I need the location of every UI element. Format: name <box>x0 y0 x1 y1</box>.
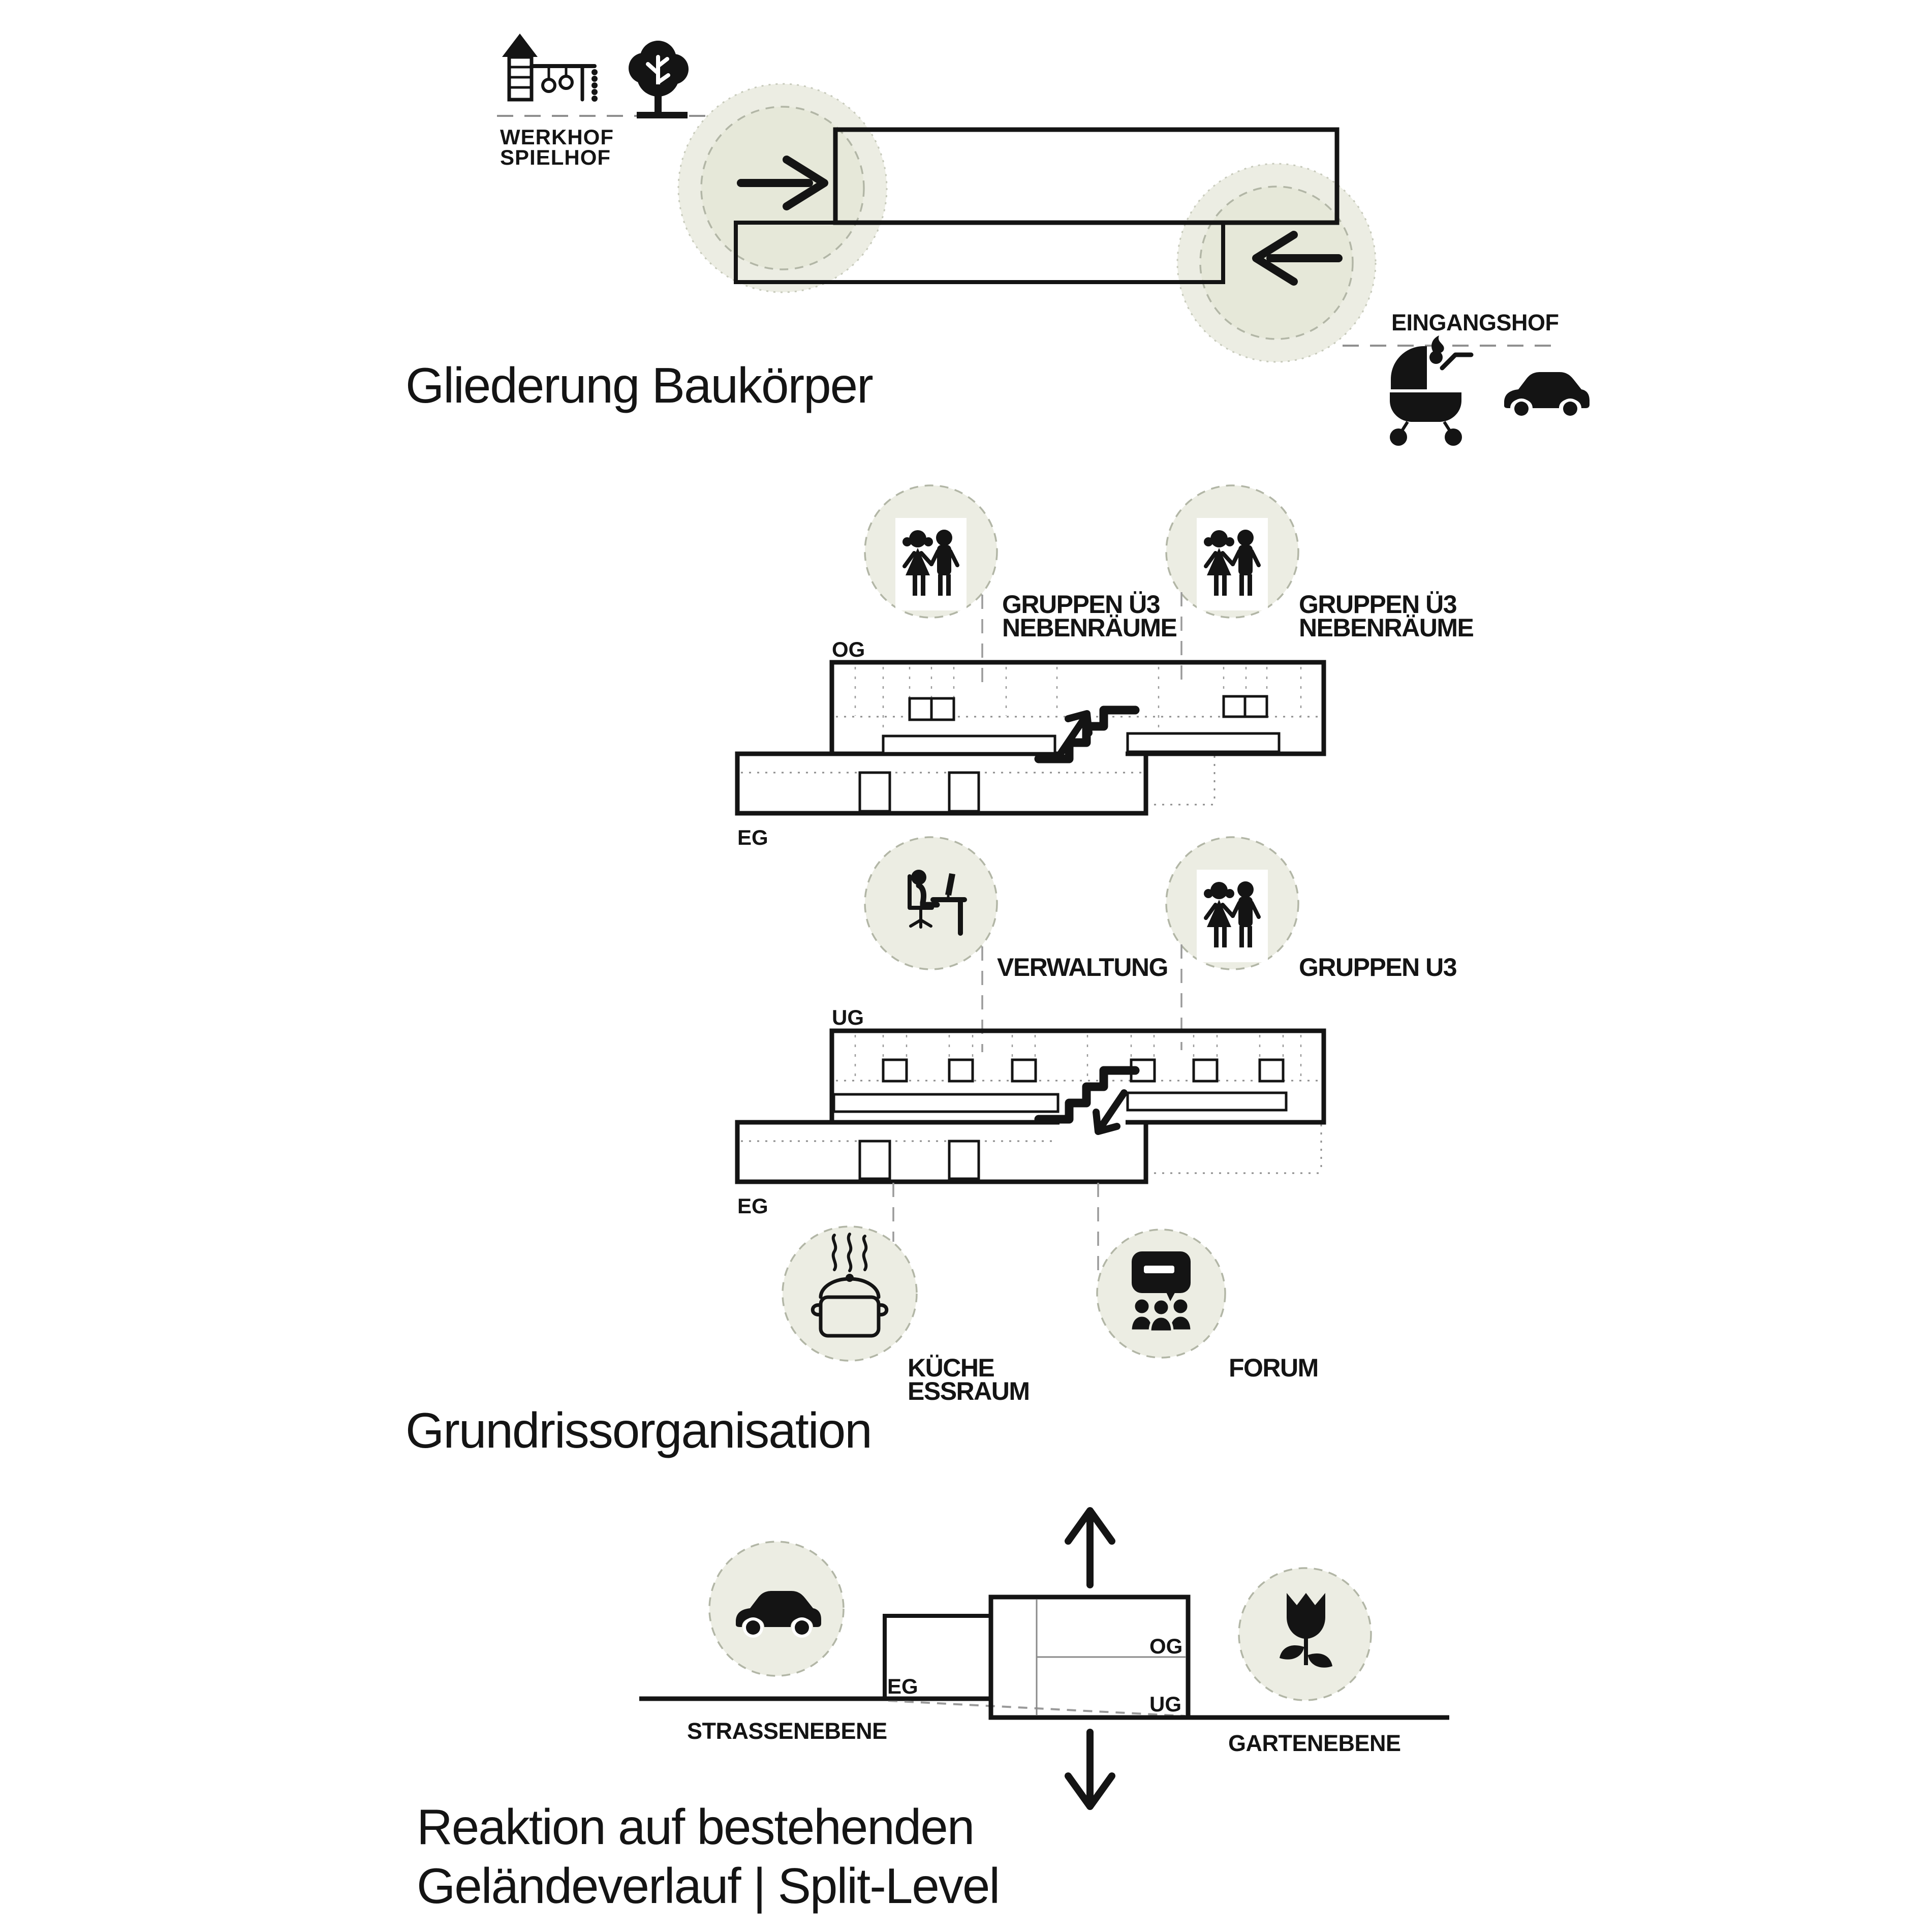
plans-title: Grundrissorganisation <box>406 1402 871 1458</box>
plan1-corridor-right <box>1128 733 1279 752</box>
plan1-door-left <box>860 773 890 811</box>
gruppen-ue3-right-label-line1: GRUPPEN Ü3 <box>1299 590 1457 619</box>
plan2-rooms <box>883 1060 1283 1081</box>
split-level-diagram <box>417 1511 1449 1914</box>
plan1-door-right <box>949 773 979 811</box>
werkhof-label: WERKHOF <box>500 125 614 149</box>
playground-icon <box>502 34 598 102</box>
og-floor-label: OG <box>832 637 865 661</box>
eingangshof-label: EINGANGSHOF <box>1391 310 1559 335</box>
forum-label: FORUM <box>1229 1354 1318 1382</box>
section-title-line2: Geländeverlauf | Split-Level <box>417 1858 1000 1914</box>
gruppen-ue3-left-label-line1: GRUPPEN Ü3 <box>1002 590 1160 619</box>
ug-floor-label: UG <box>832 1005 864 1029</box>
plan2-corridor-left <box>834 1094 1058 1112</box>
plan2-door-left <box>860 1141 890 1179</box>
plan2-corridor-right <box>1128 1093 1286 1110</box>
plan1-corridor-left <box>883 736 1055 753</box>
kueche-label-line1: KÜCHE <box>908 1354 994 1382</box>
arrow-up-icon <box>1068 1511 1112 1585</box>
plan1-eg-outline <box>737 754 1146 813</box>
section-og-label: OG <box>1149 1634 1183 1658</box>
audience-speech-bubble-icon <box>1131 1251 1192 1332</box>
gartenebene-label: GARTENEBENE <box>1228 1730 1401 1756</box>
children-icon <box>1197 870 1268 962</box>
plan1-ghost-outline <box>1146 756 1214 805</box>
spielhof-label: SPIELHOF <box>500 145 611 169</box>
section-title-line1: Reaktion auf bestehenden <box>417 1799 974 1855</box>
car-icon <box>1504 372 1590 419</box>
stroller-icon <box>1390 335 1471 446</box>
massing-diagram <box>406 34 1590 446</box>
plan2-ghost-outline <box>1146 1124 1321 1173</box>
strassenebene-label: STRASSENEBENE <box>687 1718 887 1744</box>
verwaltung-label: VERWALTUNG <box>997 953 1168 982</box>
plan2-door-right <box>949 1141 979 1179</box>
gruppen-ue3-right-label-line2: NEBENRÄUME <box>1299 614 1474 642</box>
kueche-label-line2: ESSRAUM <box>908 1377 1030 1405</box>
eg-floor-label-plan1: EG <box>737 825 768 849</box>
arrow-down-icon <box>1068 1732 1112 1806</box>
children-icon <box>1197 518 1268 610</box>
gruppen-u3-label: GRUPPEN U3 <box>1299 953 1457 982</box>
children-icon <box>895 518 967 610</box>
plan2-grid-lines <box>855 1035 1301 1080</box>
eg-floor-label-plan2: EG <box>737 1194 768 1218</box>
plan2-eg-outline <box>737 1122 1146 1182</box>
floor-plan-diagram <box>406 485 1474 1458</box>
plan2-connector-dashes-bottom <box>893 1183 1098 1271</box>
tree-icon <box>629 41 689 118</box>
section-eg-label: EG <box>887 1674 918 1698</box>
massing-title: Gliederung Baukörper <box>406 357 873 413</box>
section-ug-label: UG <box>1149 1692 1181 1716</box>
gruppen-ue3-left-label-line2: NEBENRÄUME <box>1002 614 1177 642</box>
